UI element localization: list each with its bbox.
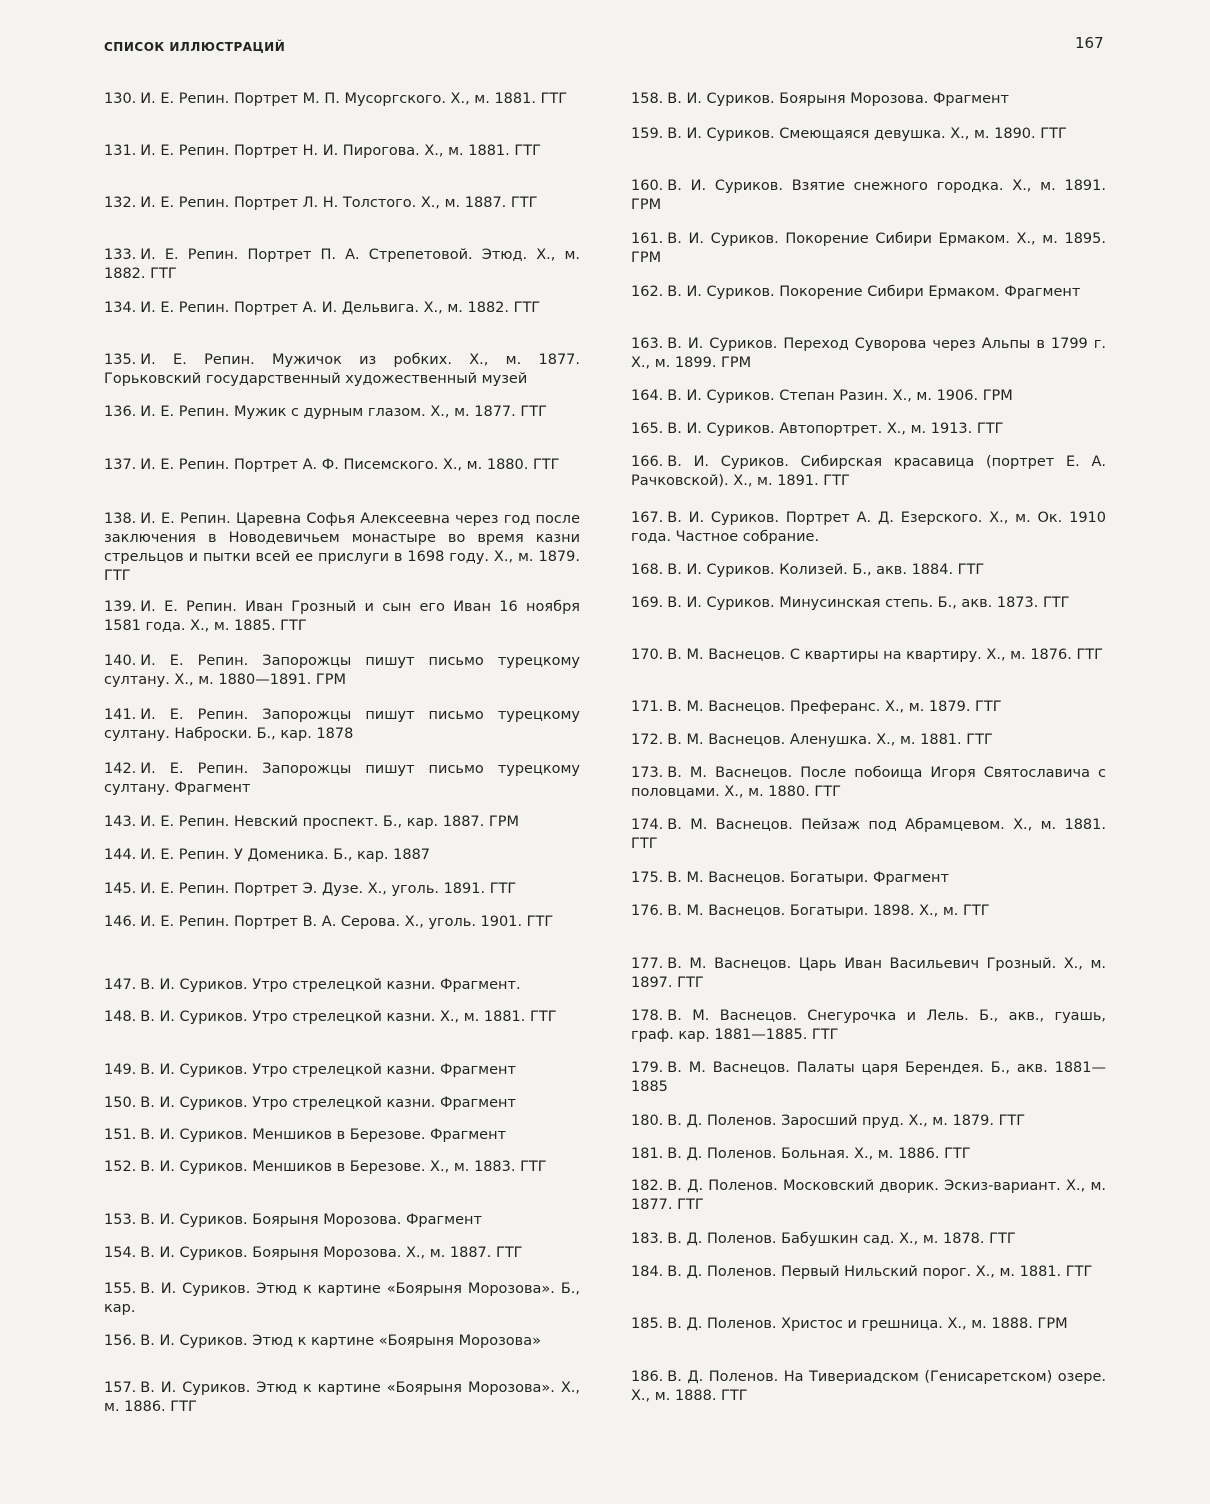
item-text: И. Е. Репин. Портрет А. И. Дельвига. Х., м. 1882. ГТГ — [140, 300, 541, 316]
item-number: 172. — [631, 732, 664, 748]
item-number: 157. — [104, 1380, 137, 1396]
list-item — [104, 403, 580, 422]
list-item — [104, 1332, 580, 1351]
list-item — [104, 760, 580, 798]
item-number: 138. — [104, 511, 137, 527]
list-item — [104, 142, 580, 161]
list-item — [631, 764, 1106, 802]
item-text: В. Д. Поленов. Бабушкин сад. Х., м. 1878. ГТГ — [667, 1231, 1016, 1247]
item-text: И. Е. Репин. Портрет Л. Н. Толстого. Х., м. 1887. ГТГ — [140, 195, 538, 211]
list-item — [631, 731, 1106, 750]
item-text: В. И. Суриков. Покорение Сибири Ермаком. Фрагмент — [667, 284, 1081, 300]
item-text: И. Е. Репин. Портрет М. П. Мусоргского. Х., м. 1881. ГТГ — [140, 91, 568, 107]
item-text: В. И. Суриков. Меншиков в Березове. Фрагмент — [140, 1127, 507, 1143]
item-number: 148. — [104, 1009, 137, 1025]
item-text: В. И. Суриков. Утро стрелецкой казни. Х., м. 1881. ГТГ — [140, 1009, 557, 1025]
list-item — [631, 1007, 1106, 1045]
item-number: 142. — [104, 761, 137, 777]
list-item — [104, 652, 580, 690]
item-text: В. И. Суриков. Сибирская красавица (портрет Е. А. Рачковской). Х., м. 1891. ГТГ — [631, 454, 1106, 489]
list-item — [104, 246, 580, 284]
list-item — [631, 698, 1106, 717]
list-item — [631, 1059, 1106, 1097]
list-item — [631, 387, 1106, 406]
item-number: 182. — [631, 1178, 664, 1194]
item-number: 137. — [104, 457, 137, 473]
item-text: В. И. Суриков. Этюд к картине «Боярыня Морозова». Х., м. 1886. ГТГ — [104, 1380, 580, 1415]
list-item — [631, 1368, 1106, 1406]
item-text: И. Е. Репин. Невский проспект. Б., кар. 1887. ГРМ — [140, 814, 519, 830]
item-text: В. М. Васнецов. После побоища Игоря Святославича с половцами. Х., м. 1880. ГТГ — [631, 765, 1106, 800]
item-number: 136. — [104, 404, 137, 420]
item-number: 153. — [104, 1212, 137, 1228]
item-text: В. Д. Поленов. Московский дворик. Эскиз-вариант. Х., м. 1877. ГТГ — [631, 1178, 1106, 1213]
item-number: 133. — [104, 247, 137, 263]
list-item — [104, 1094, 580, 1113]
item-number: 163. — [631, 336, 664, 352]
item-text: В. И. Суриков. Утро стрелецкой казни. Фрагмент — [140, 1062, 516, 1078]
list-item — [631, 902, 1106, 921]
item-text: В. Д. Поленов. Христос и грешница. Х., м. 1888. ГРМ — [667, 1316, 1068, 1332]
item-number: 160. — [631, 178, 664, 194]
list-item — [104, 1158, 580, 1177]
item-text: В. М. Васнецов. Палаты царя Берендея. Б., акв. 1881—1885 — [631, 1060, 1106, 1095]
list-item — [104, 299, 580, 318]
list-item — [104, 456, 580, 475]
item-text: В. И. Суриков. Автопортрет. Х., м. 1913. ГТГ — [667, 421, 1004, 437]
item-number: 144. — [104, 847, 137, 863]
list-item — [631, 335, 1106, 373]
item-number: 152. — [104, 1159, 137, 1175]
item-text: В. И. Суриков. Переход Суворова через Альпы в 1799 г. Х., м. 1899. ГРМ — [631, 336, 1106, 371]
list-item — [104, 813, 580, 832]
item-text: В. И. Суриков. Боярыня Морозова. Фрагмент — [140, 1212, 482, 1228]
item-text: И. Е. Репин. У Доменика. Б., кар. 1887 — [140, 847, 431, 863]
item-number: 181. — [631, 1146, 664, 1162]
item-number: 162. — [631, 284, 664, 300]
item-number: 166. — [631, 454, 664, 470]
item-number: 161. — [631, 231, 664, 247]
item-text: И. Е. Репин. Портрет Н. И. Пирогова. Х., м. 1881. ГТГ — [140, 143, 541, 159]
item-number: 185. — [631, 1316, 664, 1332]
item-text: И. Е. Репин. Запорожцы пишут письмо турецкому султану. Фрагмент — [104, 761, 580, 796]
list-item — [104, 194, 580, 213]
list-item — [631, 646, 1106, 665]
item-number: 132. — [104, 195, 137, 211]
item-number: 130. — [104, 91, 137, 107]
list-item — [104, 880, 580, 899]
list-item — [631, 509, 1106, 547]
list-item — [104, 598, 580, 636]
item-text: И. Е. Репин. Портрет В. А. Серова. Х., уголь. 1901. ГТГ — [140, 914, 554, 930]
list-item — [631, 1315, 1106, 1334]
list-item — [631, 594, 1106, 613]
list-item — [104, 913, 580, 932]
item-text: В. И. Суриков. Покорение Сибири Ермаком. Х., м. 1895. ГРМ — [631, 231, 1106, 266]
item-number: 135. — [104, 352, 137, 368]
list-item — [104, 706, 580, 744]
item-text: И. Е. Репин. Портрет П. А. Стрепетовой. Этюд. Х., м. 1882. ГТГ — [104, 247, 580, 282]
item-number: 177. — [631, 956, 664, 972]
item-number: 164. — [631, 388, 664, 404]
list-item — [104, 1061, 580, 1080]
list-item — [104, 351, 580, 389]
list-item — [631, 1177, 1106, 1215]
list-item — [631, 869, 1106, 888]
item-number: 178. — [631, 1008, 664, 1024]
list-item — [104, 510, 580, 586]
item-number: 175. — [631, 870, 664, 886]
item-text: В. М. Васнецов. Преферанс. Х., м. 1879. ГТГ — [667, 699, 1002, 715]
item-text: В. М. Васнецов. Снегурочка и Лель. Б., акв., гуашь, граф. кар. 1881—1885. ГТГ — [631, 1008, 1106, 1043]
list-item — [631, 90, 1106, 109]
item-text: И. Е. Репин. Иван Грозный и сын его Иван 16 ноября 1581 года. Х., м. 1885. ГТГ — [104, 599, 580, 634]
item-text: В. И. Суриков. Взятие снежного городка. Х., м. 1891. ГРМ — [631, 178, 1106, 213]
item-text: В. И. Суриков. Утро стрелецкой казни. Фрагмент — [140, 1095, 516, 1111]
list-item — [631, 955, 1106, 993]
list-item — [104, 90, 580, 109]
item-number: 173. — [631, 765, 664, 781]
item-number: 145. — [104, 881, 137, 897]
item-text: И. Е. Репин. Запорожцы пишут письмо турецкому султану. Х., м. 1880—1891. ГРМ — [104, 653, 580, 688]
item-number: 134. — [104, 300, 137, 316]
list-item — [104, 1126, 580, 1145]
item-text: В. М. Васнецов. С квартиры на квартиру. Х., м. 1876. ГТГ — [667, 647, 1103, 663]
list-item — [631, 230, 1106, 268]
item-number: 159. — [631, 126, 664, 142]
item-text: В. И. Суриков. Портрет А. Д. Езерского. Х., м. Ок. 1910 года. Частное собрание. — [631, 510, 1106, 545]
item-number: 168. — [631, 562, 664, 578]
list-item — [631, 453, 1106, 491]
item-text: В. Д. Поленов. На Тивериадском (Генисаретском) озере. Х., м. 1888. ГТГ — [631, 1369, 1106, 1404]
item-text: В. И. Суриков. Боярыня Морозова. Фрагмент — [667, 91, 1009, 107]
item-number: 176. — [631, 903, 664, 919]
item-text: В. М. Васнецов. Богатыри. 1898. Х., м. ГТГ — [667, 903, 990, 919]
item-text: В. И. Суриков. Минусинская степь. Б., акв. 1873. ГТГ — [667, 595, 1070, 611]
list-item — [631, 125, 1106, 144]
item-number: 171. — [631, 699, 664, 715]
item-text: И. Е. Репин. Мужик с дурным глазом. Х., м. 1877. ГТГ — [140, 404, 547, 420]
item-number: 184. — [631, 1264, 664, 1280]
list-item — [631, 561, 1106, 580]
list-item — [631, 1145, 1106, 1164]
page-number: 167 — [1075, 34, 1104, 52]
item-number: 186. — [631, 1369, 664, 1385]
item-text: В. М. Васнецов. Аленушка. Х., м. 1881. ГТГ — [667, 732, 993, 748]
item-number: 183. — [631, 1231, 664, 1247]
list-item — [104, 1244, 580, 1263]
item-number: 155. — [104, 1281, 137, 1297]
item-text: В. И. Суриков. Утро стрелецкой казни. Фрагмент. — [140, 977, 521, 993]
item-text: И. Е. Репин. Царевна Софья Алексеевна через год после заключения в Новодевичьем монастыре во время казни стрельцов и пытки всей ее прислуги в 1698 году. Х., м. 1879. ГТГ — [104, 511, 580, 584]
item-number: 147. — [104, 977, 137, 993]
item-number: 154. — [104, 1245, 137, 1261]
list-item — [104, 1280, 580, 1318]
item-number: 180. — [631, 1113, 664, 1129]
item-number: 140. — [104, 653, 137, 669]
list-item — [631, 420, 1106, 439]
item-text: В. М. Васнецов. Царь Иван Васильевич Грозный. Х., м. 1897. ГТГ — [631, 956, 1106, 991]
running-header: СПИСОК ИЛЛЮСТРАЦИЙ — [104, 40, 286, 54]
item-text: И. Е. Репин. Запорожцы пишут письмо турецкому султану. Наброски. Б., кар. 1878 — [104, 707, 580, 742]
item-number: 174. — [631, 817, 664, 833]
item-number: 143. — [104, 814, 137, 830]
item-number: 167. — [631, 510, 664, 526]
item-number: 179. — [631, 1060, 664, 1076]
list-item — [104, 846, 580, 865]
item-number: 170. — [631, 647, 664, 663]
item-number: 169. — [631, 595, 664, 611]
item-text: В. Д. Поленов. Первый Нильский порог. Х., м. 1881. ГТГ — [667, 1264, 1093, 1280]
item-number: 151. — [104, 1127, 137, 1143]
list-item — [631, 1263, 1106, 1282]
item-number: 156. — [104, 1333, 137, 1349]
item-number: 149. — [104, 1062, 137, 1078]
item-number: 131. — [104, 143, 137, 159]
item-text: В. И. Суриков. Колизей. Б., акв. 1884. ГТГ — [667, 562, 985, 578]
list-item — [631, 177, 1106, 215]
list-item — [631, 816, 1106, 854]
list-item — [631, 283, 1106, 302]
list-item — [104, 1379, 580, 1417]
item-text: В. И. Суриков. Боярыня Морозова. Х., м. 1887. ГТГ — [140, 1245, 523, 1261]
item-text: И. Е. Репин. Портрет А. Ф. Писемского. Х., м. 1880. ГТГ — [140, 457, 560, 473]
list-item — [631, 1112, 1106, 1131]
list-item — [104, 1211, 580, 1230]
list-item — [104, 976, 580, 995]
item-text: В. Д. Поленов. Заросший пруд. Х., м. 1879. ГТГ — [667, 1113, 1026, 1129]
item-number: 150. — [104, 1095, 137, 1111]
item-text: В. И. Суриков. Меншиков в Березове. Х., м. 1883. ГТГ — [140, 1159, 547, 1175]
item-number: 141. — [104, 707, 137, 723]
item-text: И. Е. Репин. Портрет Э. Дузе. Х., уголь. 1891. ГТГ — [140, 881, 517, 897]
item-text: И. Е. Репин. Мужичок из робких. Х., м. 1877. Горьковский государственный художественный музей — [104, 352, 580, 387]
item-text: В. И. Суриков. Смеющаяся девушка. Х., м. 1890. ГТГ — [667, 126, 1067, 142]
item-text: В. Д. Поленов. Больная. Х., м. 1886. ГТГ — [667, 1146, 971, 1162]
item-number: 158. — [631, 91, 664, 107]
item-text: В. И. Суриков. Этюд к картине «Боярыня Морозова». Б., кар. — [104, 1281, 580, 1316]
item-text: В. И. Суриков. Степан Разин. Х., м. 1906. ГРМ — [667, 388, 1013, 404]
list-item — [631, 1230, 1106, 1249]
item-number: 139. — [104, 599, 137, 615]
list-item — [104, 1008, 580, 1027]
item-text: В. М. Васнецов. Богатыри. Фрагмент — [667, 870, 949, 886]
item-text: В. И. Суриков. Этюд к картине «Боярыня Морозова» — [140, 1333, 541, 1349]
item-number: 165. — [631, 421, 664, 437]
item-text: В. М. Васнецов. Пейзаж под Абрамцевом. Х., м. 1881. ГТГ — [631, 817, 1106, 852]
item-number: 146. — [104, 914, 137, 930]
